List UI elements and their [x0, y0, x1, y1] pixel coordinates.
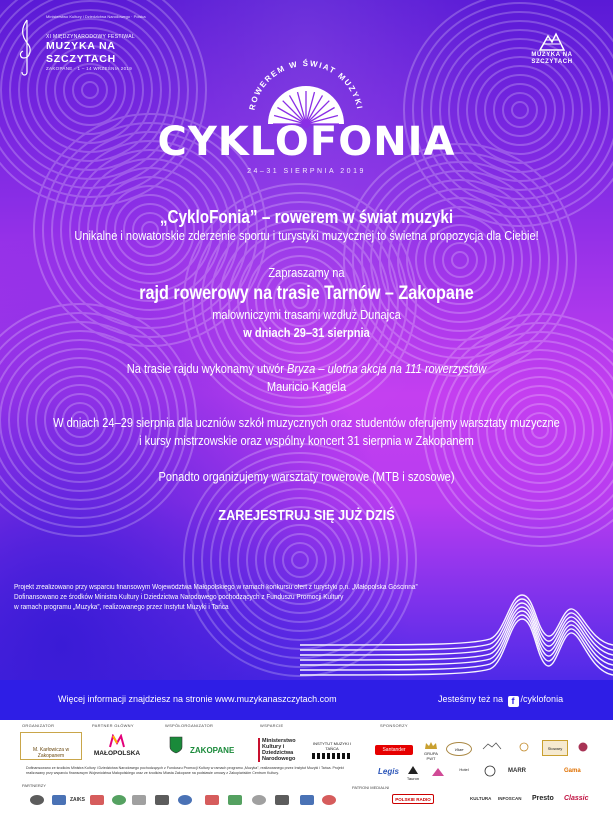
crown-icon	[424, 742, 438, 750]
round-emblem-icon	[484, 765, 496, 777]
wave-line	[300, 619, 613, 675]
workshops-line-2: i kursy mistrzowskie oraz wspólny koncert 31 sierpnia w Zakopanem	[139, 433, 474, 448]
partner-logo-mark	[90, 795, 104, 805]
website-info[interactable]: Więcej informacji znajdziesz na stronie www.muzykanaszczytach.com	[58, 694, 337, 704]
legis-logo: Legis	[378, 767, 399, 776]
partner-logo-mark	[30, 795, 44, 805]
gama-logo: Gama	[564, 768, 581, 774]
arc-slogan: ROWEREM W ŚWIAT MUZYKI	[247, 58, 365, 111]
fine-print: Dofinansowano ze środków Ministra Kultury i Dziedzictwa Narodowego pochodzących z Funduszu Promocji Kultury w ramach programu „Muzyka”, realizowanego przez Instytut Muzyki i Tańca. Projekt realizowany przy wsparciu finansowym Województwa Małopolskiego oraz ze środków Miasta Zakopane na podstawie umowy z Zakopiańskim Centrum Kultury.	[26, 766, 344, 775]
stowary-logo: Stowary	[542, 740, 568, 756]
category-main-partner: PARTNER GŁÓWNY	[92, 723, 134, 728]
mountain-hotel-icon	[482, 742, 502, 750]
category-sponsors: SPONSORZY	[380, 723, 408, 728]
grupa-pwt-text: GRUPA PWT	[424, 751, 438, 761]
tauron-icon	[407, 765, 419, 775]
muzyka-na-szczytach-text: MUZYKA NA SZCZYTACH	[531, 52, 573, 65]
swirl-ring	[512, 102, 528, 118]
zakopane-crest-icon	[165, 736, 187, 758]
brand-name: CYKLOFONIA	[157, 119, 456, 165]
festival-title: MUZYKA NA SZCZYTACH	[46, 40, 116, 65]
hotel-logo-1	[478, 742, 506, 751]
route-text: malowniczymi trasami wzdłuż Dunajca	[212, 307, 401, 322]
treble-clef-icon	[18, 18, 34, 76]
performance-work: Bryza – ulotna akcja na 111 rowerzystów	[287, 361, 487, 376]
media-label: PATRONI MEDIALNI	[352, 785, 390, 790]
sponsor-logo-7	[574, 742, 592, 753]
tauron-text: Tauron	[406, 776, 420, 781]
subheading: Unikalne i nowatorskie zderzenie sportu i turystyki muzycznej to świetna propozycja dla Ciebie!	[74, 228, 539, 243]
brand-dates: 24–31 SIERPNIA 2019	[247, 168, 366, 175]
marr-logo: MARR	[508, 768, 526, 774]
bike-workshops-text: Ponadto organizujemy warsztaty rowerowe (MTB i szosowe)	[158, 469, 455, 484]
festival-dates: ZAKOPANE · 1 – 14 WRZEŚNIA 2019	[46, 66, 132, 71]
main-content	[0, 206, 613, 526]
mountain-icon	[538, 30, 566, 52]
sponsor-logo-5	[512, 742, 536, 753]
info-bar	[0, 680, 613, 720]
malopolska-text: MAŁOPOLSKA	[93, 750, 141, 757]
imit-bars	[312, 753, 352, 759]
rally-dates: w dniach 29–31 sierpnia	[243, 325, 370, 340]
funding-line-1: Projekt zrealizowano przy wsparciu finansowym Województwa Małopolskiego w ramach konkursu ofert z turystyki p.n. „Małopolska Gościnna”	[14, 584, 418, 591]
partners-label: PARTNERZY	[22, 783, 46, 788]
partner-logo-mark	[132, 795, 146, 805]
classic-logo: Classic	[564, 795, 589, 802]
organizer-logo: M. Karłowicza w Zakopanem	[20, 732, 82, 760]
category-support: WSPARCIE	[260, 723, 284, 728]
polskie-radio-logo: POLSKIE RADIO	[392, 794, 434, 804]
hotel-logo-2: Hotel	[459, 767, 469, 772]
invite-text: Zapraszamy na	[268, 265, 345, 280]
malopolska-logo	[92, 734, 142, 757]
partner-logo-mark	[228, 795, 242, 805]
muzyka-na-szczytach-logo	[517, 30, 587, 66]
imit-logo	[312, 741, 352, 759]
category-organizer: ORGANIZATOR	[22, 723, 55, 728]
partner-logo-mark	[52, 795, 66, 805]
festival-logo	[18, 14, 188, 71]
triangle-icon	[431, 767, 445, 777]
santander-logo: Santander	[375, 745, 413, 755]
partner-logo-mark	[155, 795, 169, 805]
rally-title: rajd rowerowy na trasie Tarnów – Zakopane	[139, 283, 474, 304]
social-link[interactable]	[438, 694, 563, 707]
zaiks-logo: ZAIKS	[70, 797, 85, 803]
swirl-ring	[64, 64, 116, 116]
heading: „CykloFonia” – rowerem w świat muzyki	[159, 207, 454, 227]
festival-sponsor-line: Ministerstwo Kultury i Dziedzictwa Narodowego · Polska	[46, 14, 146, 19]
register-call-to-action: ZAREJESTRUJ SIĘ JUŻ DZIŚ	[218, 507, 395, 524]
imit-text: INSTYTUT MUZYKI I TAŃCA	[313, 741, 351, 751]
funding-line-3: w ramach programu „Muzyka”, realizowanego przez Instytut Muzyki i Tańca	[14, 604, 229, 611]
zakopane-logo: ZAKOPANE	[190, 746, 235, 755]
emblem-icon	[576, 742, 590, 752]
festival-edition: XI MIĘDZYNARODOWY FESTIWAL	[46, 34, 135, 40]
partner-logo-mark	[275, 795, 289, 805]
performance-text	[46, 360, 567, 378]
funding-line-2: Dofinansowano ze środków Ministra Kultury i Dziedzictwa Narodowego pochodzących z Funduszu Promocji Kultury	[14, 594, 344, 601]
partner-logo-mark	[252, 795, 266, 805]
sponsor-round-logo	[480, 765, 500, 779]
workshops-line-1: W dniach 24–29 sierpnia dla uczniów szkół muzycznych oraz studentów oferujemy warsztaty muzyczne	[53, 415, 560, 430]
vitae-logo: Vitae	[446, 742, 472, 756]
partner-logo-mark	[112, 795, 126, 805]
ornament-icon	[517, 742, 531, 752]
kultura-logo: KULTURA	[470, 796, 492, 801]
social-handle: /cyklofonia	[520, 694, 564, 704]
ministry-logo: Ministerstwo Kultury i Dziedzictwa Narodowego	[258, 738, 302, 762]
partner-logo-mark	[300, 795, 314, 805]
composer-name: Mauricio Kagela	[266, 379, 347, 394]
sponsor-triangle-logo	[428, 767, 448, 779]
infoscan-logo: INFOSCAN	[498, 796, 522, 801]
facebook-icon: f	[508, 696, 519, 707]
wave-line	[300, 615, 613, 670]
category-coorganizer: WSPÓŁORGANIZATOR	[165, 723, 214, 728]
social-prefix: Jesteśmy też na	[438, 694, 504, 704]
partner-logo-mark	[322, 795, 336, 805]
tauron-logo	[404, 765, 422, 781]
sound-wave-lines	[300, 565, 613, 680]
swirl-ring	[73, 73, 107, 107]
partner-logo-mark	[205, 795, 219, 805]
partner-logo-mark	[178, 795, 192, 805]
presto-logo: Presto	[532, 795, 554, 802]
malopolska-mark-icon	[109, 734, 125, 748]
performance-prefix: Na trasie rajdu wykonamy utwór	[126, 361, 288, 376]
grupa-pwt-logo	[420, 742, 442, 761]
swirl-ring	[82, 82, 98, 98]
